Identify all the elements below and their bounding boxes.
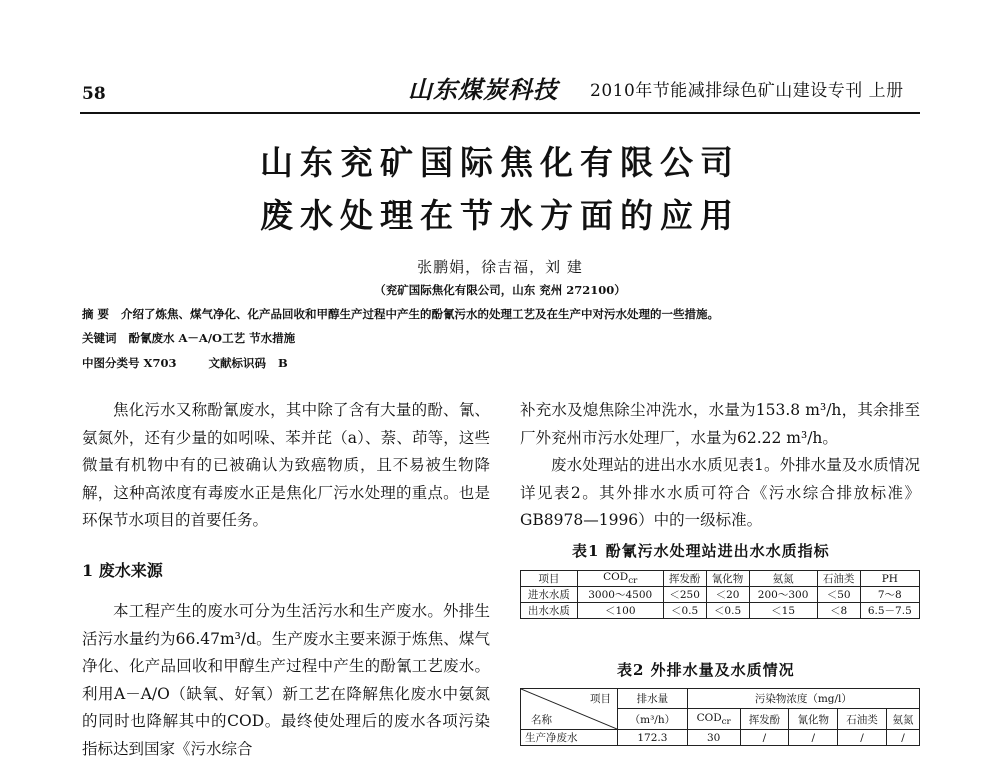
doc-code-label: 文献标识码: [208, 356, 266, 370]
table1-caption: 表1 酚氰污水处理站进出水水质指标: [572, 542, 830, 560]
table-cell: 7～8: [860, 587, 919, 603]
table-row: [521, 587, 920, 603]
table-header-cell: （m³/h）: [618, 709, 688, 730]
keywords: [82, 330, 295, 346]
paragraph: 补充水及熄焦除尘冲洗水，水量为153.8 m³/h，其余排至厂外兖州市污水处理厂，水量为62.22 m³/h。: [520, 401, 920, 447]
table-header-cell: 排水量: [618, 689, 688, 709]
header-rule: [80, 112, 920, 114]
table-cell: ＜250: [663, 587, 706, 603]
table-cell: 200～300: [749, 587, 817, 603]
table-cell: ＜50: [817, 587, 860, 603]
left-column-top: [82, 397, 490, 535]
table-header-cell: 氨氮: [886, 709, 919, 730]
journal-name: 山东煤炭科技: [408, 75, 558, 104]
table-row: [521, 603, 920, 619]
abstract-label: 摘 要: [82, 307, 110, 321]
table-header-cell: 氰化物: [706, 571, 749, 587]
section-heading: 1 废水来源: [82, 561, 163, 580]
table-cell: ＜100: [577, 603, 663, 619]
table-cell: /: [886, 730, 919, 746]
paragraph: 废水处理站的进出水水质见表1。外排水量及水质情况详见表2。其外排水水质可符合《污水综合排放标准》GB8978—1996）中的一级标准。: [520, 456, 920, 529]
table-cell: /: [740, 730, 789, 746]
keywords-label: 关键词: [82, 331, 117, 345]
table-header-cell: $COD_{cr}$: [687, 709, 740, 730]
authors: 张鹏娟，徐吉福，刘 建: [417, 258, 583, 276]
issue-title: 2010年节能减排绿色矿山建设专刊 上册: [590, 81, 904, 101]
affiliation: （兖矿国际焦化有限公司，山东 兖州 272100）: [374, 283, 626, 297]
table-cell: 3000～4500: [577, 587, 663, 603]
abstract: [82, 306, 719, 322]
clc-value: X703: [143, 356, 177, 370]
table-header-cell: 挥发酚: [740, 709, 789, 730]
right-column: [520, 397, 920, 535]
table-header-row: [521, 571, 920, 587]
table-cell: 进水水质: [521, 587, 578, 603]
table2: [520, 688, 920, 746]
table-cell: 6.5－7.5: [860, 603, 919, 619]
table-cell: /: [838, 730, 887, 746]
table-cell: ＜8: [817, 603, 860, 619]
table-cell: 出水水质: [521, 603, 578, 619]
table-header-cell: 氨氮: [749, 571, 817, 587]
table-row: [521, 730, 920, 746]
table-corner-cell: [521, 689, 618, 730]
table-cell: 172.3: [618, 730, 688, 746]
table-header-row: [521, 689, 920, 709]
classification: [82, 355, 288, 371]
article-title-line1: 山东兖矿国际焦化有限公司: [260, 143, 740, 182]
table-header-cell: 石油类: [838, 709, 887, 730]
paragraph: 本工程产生的废水可分为生活污水和生产废水。外排生活污水量约为66.47m³/d。生产废水主要来源于炼焦、煤气净化、化产品回收和甲醇生产过程中产生的酚氰工艺废水。利用A－A/O（缺氧、好氧）新工艺在降解焦化废水中氨氮的同时也降解其中的COD。最终使处理后的废水各项污染指标达到国家《污水综合: [82, 602, 490, 758]
table-header-cell: $COD_{cr}$: [577, 571, 663, 587]
table-header-cell: 氰化物: [789, 709, 838, 730]
table1: [520, 570, 920, 619]
table-header-cell: 项目: [521, 571, 578, 587]
left-column-bottom: [82, 598, 490, 763]
table-cell: /: [789, 730, 838, 746]
page-number: 58: [82, 84, 106, 104]
table-cell: 30: [687, 730, 740, 746]
table-header-cell: 污染物浓度（mg/l）: [687, 689, 919, 709]
paragraph: 焦化污水又称酚氰废水，其中除了含有大量的酚、氰、氨氮外，还有少量的如吲哚、苯并芘（a）、萘、茚等，这些微量有机物中有的已被确认为致癌物质，且不易被生物降解，这种高浓度有毒废水正是焦化厂污水处理的重点。也是环保节水项目的首要任务。: [82, 401, 490, 529]
table-cell: ＜0.5: [663, 603, 706, 619]
abstract-text: 介绍了炼焦、煤气净化、化产品回收和甲醇生产过程中产生的酚氰污水的处理工艺及在生产中对污水处理的一些措施。: [121, 307, 720, 321]
table-header-cell: 石油类: [817, 571, 860, 587]
table-cell: ＜20: [706, 587, 749, 603]
table-header-cell: 挥发酚: [663, 571, 706, 587]
table-header-cell: PH: [860, 571, 919, 587]
table-cell: 生产净废水: [521, 730, 618, 746]
corner-label-top: 项目: [590, 693, 611, 705]
table-cell: ＜0.5: [706, 603, 749, 619]
corner-label-bottom: 名称: [531, 714, 552, 726]
doc-code-value: B: [277, 356, 288, 370]
clc-label: 中图分类号: [82, 356, 140, 370]
keywords-text: 酚氰废水 A－A/O工艺 节水措施: [128, 331, 296, 345]
article-title-line2: 废水处理在节水方面的应用: [260, 196, 740, 235]
table-cell: ＜15: [749, 603, 817, 619]
table2-caption: 表2 外排水量及水质情况: [617, 661, 795, 679]
